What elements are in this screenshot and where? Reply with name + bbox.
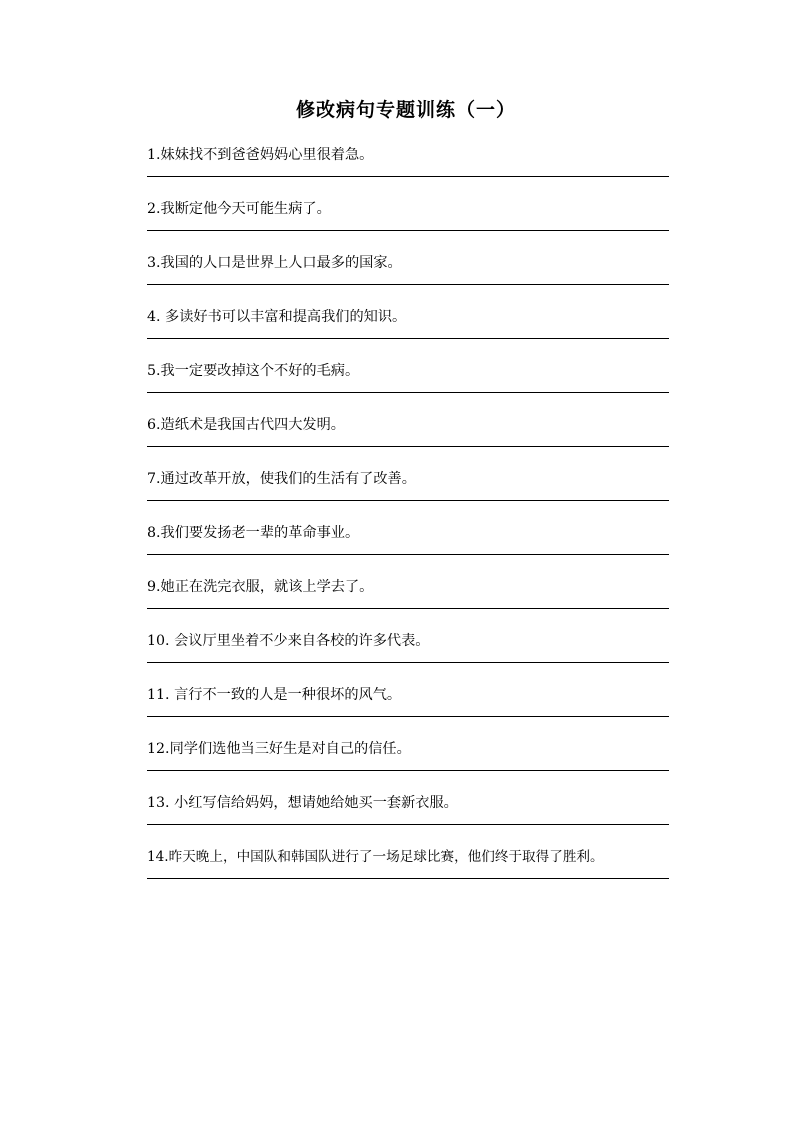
- answer-line[interactable]: [147, 824, 669, 825]
- question-text: 11. 言行不一致的人是一种很坏的风气。: [147, 687, 402, 703]
- question-item-4: [145, 306, 673, 339]
- question-text: 8.我们要发扬老一辈的革命事业。: [147, 525, 360, 541]
- question-item-10: [145, 630, 673, 663]
- question-item-1: [145, 144, 673, 177]
- question-item-2: [145, 198, 673, 231]
- answer-line[interactable]: [147, 500, 669, 501]
- answer-line[interactable]: [147, 176, 669, 177]
- answer-line[interactable]: [147, 446, 669, 447]
- answer-line[interactable]: [147, 662, 669, 663]
- question-text: 14.昨天晚上，中国队和韩国队进行了一场足球比赛，他们终于取得了胜利。: [147, 849, 604, 865]
- question-item-11: [145, 684, 673, 717]
- question-text: 12.同学们选他当三好生是对自己的信任。: [147, 741, 411, 757]
- question-item-5: [145, 360, 673, 393]
- page-title: 修改病句专题训练（一）: [295, 99, 516, 121]
- question-text: 2.我断定他今天可能生病了。: [147, 201, 331, 217]
- answer-line[interactable]: [147, 392, 669, 393]
- question-item-6: [145, 414, 673, 447]
- answer-line[interactable]: [147, 554, 669, 555]
- question-item-7: [145, 468, 673, 501]
- question-item-13: [145, 792, 673, 825]
- question-item-14: [145, 846, 673, 879]
- question-text: 1.妹妹找不到爸爸妈妈心里很着急。: [147, 147, 374, 163]
- question-item-9: [145, 576, 673, 609]
- question-text: 7.通过改革开放，使我们的生活有了改善。: [147, 471, 416, 487]
- question-item-12: [145, 738, 673, 771]
- question-item-8: [145, 522, 673, 555]
- question-text: 9.她正在洗完衣服，就该上学去了。: [147, 579, 374, 595]
- question-text: 10. 会议厅里坐着不少来自各校的许多代表。: [147, 633, 430, 649]
- question-text: 13. 小红写信给妈妈，想请她给她买一套新衣服。: [147, 795, 458, 811]
- question-text: 3.我国的人口是世界上人口最多的国家。: [147, 255, 402, 271]
- answer-line[interactable]: [147, 230, 669, 231]
- question-item-3: [145, 252, 673, 285]
- answer-line[interactable]: [147, 284, 669, 285]
- question-text: 6.造纸术是我国古代四大发明。: [147, 417, 345, 433]
- answer-line[interactable]: [147, 338, 669, 339]
- question-text: 4. 多读好书可以丰富和提高我们的知识。: [147, 309, 407, 325]
- answer-line[interactable]: [147, 878, 669, 879]
- question-text: 5.我一定要改掉这个不好的毛病。: [147, 363, 360, 379]
- answer-line[interactable]: [147, 716, 669, 717]
- answer-line[interactable]: [147, 608, 669, 609]
- answer-line[interactable]: [147, 770, 669, 771]
